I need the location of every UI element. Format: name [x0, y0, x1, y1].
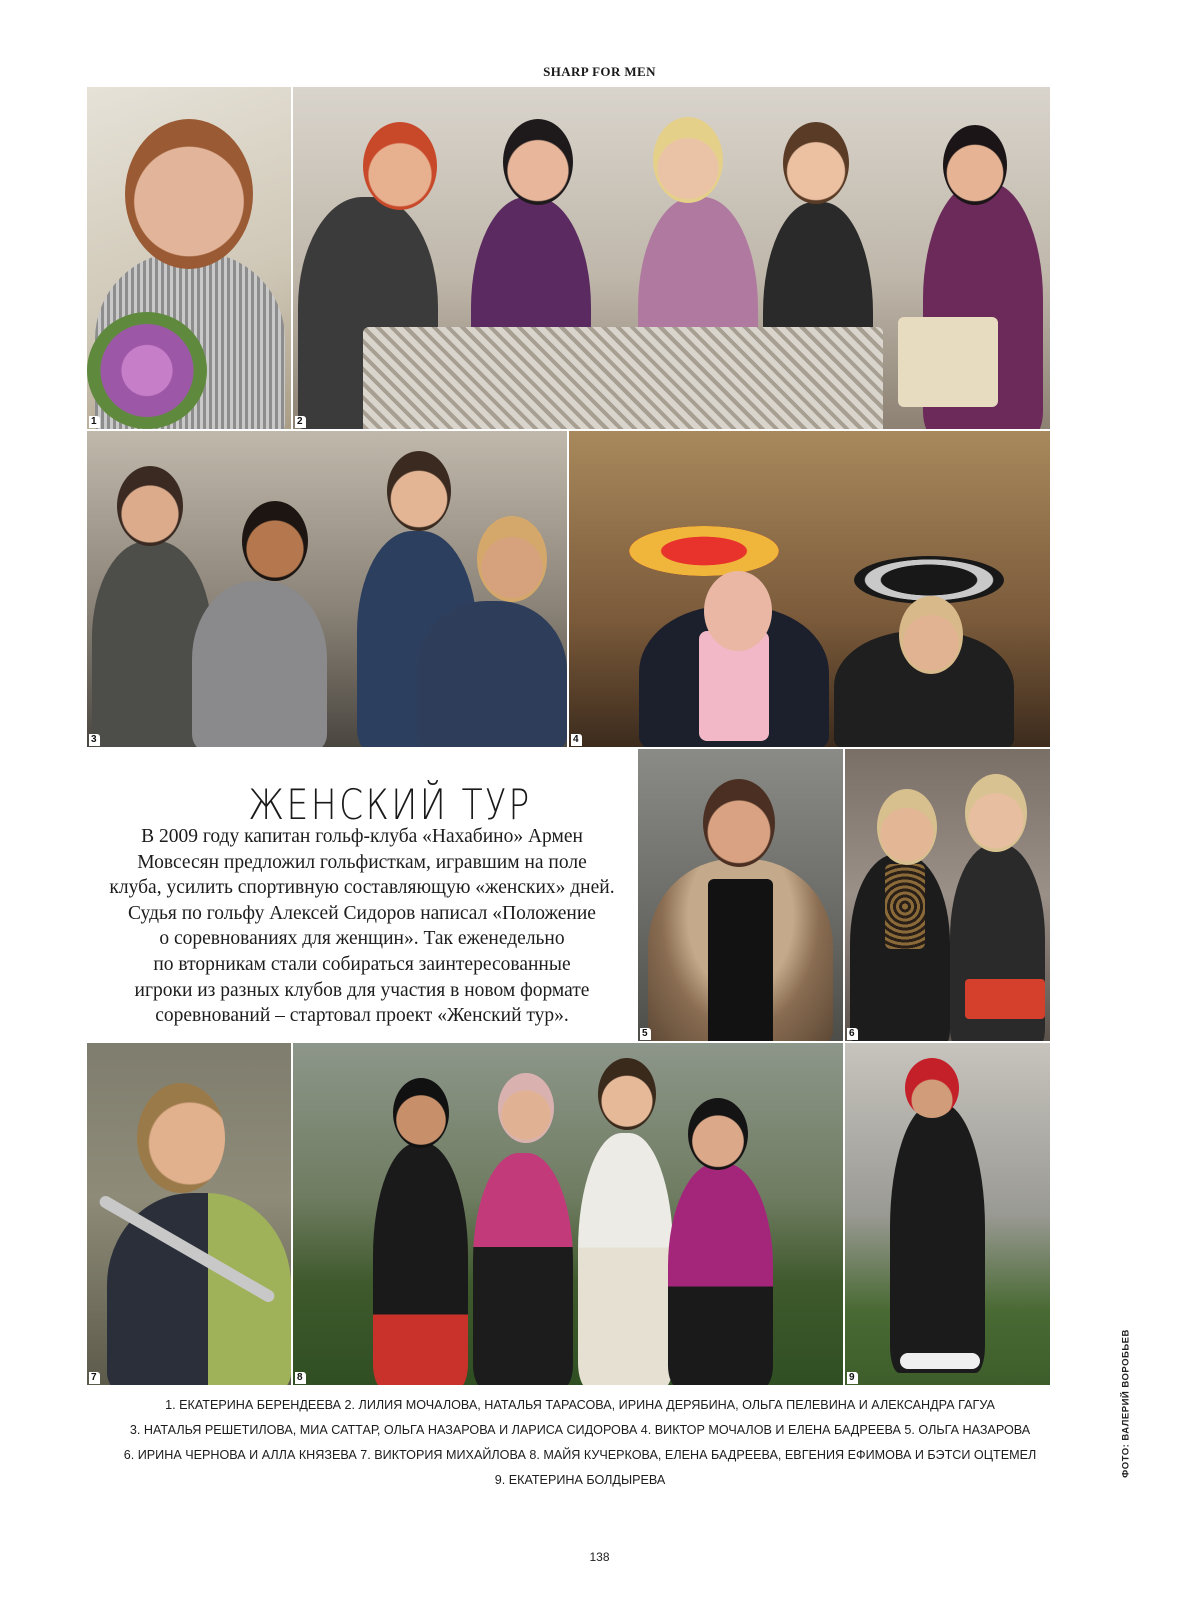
photo-credit [1119, 1330, 1133, 1480]
caption-line: 1. ЕКАТЕРИНА БЕРЕНДЕЕВА 2. ЛИЛИЯ МОЧАЛОВА, НАТАЛЬЯ ТАРАСОВА, ИРИНА ДЕРЯБИНА, ОЛЬГА ПЕЛЕВИНА И АЛЕКСАНДРА ГАГУА [165, 1398, 995, 1412]
caption-line: 6. ИРИНА ЧЕРНОВА И АЛЛА КНЯЗЕВА 7. ВИКТОРИЯ МИХАЙЛОВА 8. МАЙЯ КУЧЕРКОВА, ЕЛЕНА БАДРЕЕВА, ЕВГЕНИЯ ЕФИМОВА И БЭТСИ ОЦТЕМЕЛ [123, 1448, 1037, 1462]
article-line: по вторникам стали собираться заинтересованные [153, 953, 571, 975]
photo-7 [87, 1043, 291, 1385]
article-line: игроки из разных клубов для участия в новом формате [134, 979, 590, 1001]
photo-captions [60, 1393, 1100, 1493]
photo-credit-text: ФОТО: ВАЛЕРИЙ ВОРОБЬЕВ [1120, 1329, 1132, 1478]
article-line: В 2009 году капитан гольф-клуба «Нахабино» Армен [141, 826, 583, 847]
photo-number: 1 [89, 416, 100, 428]
photo-number: 4 [571, 734, 582, 746]
photo-5 [638, 749, 843, 1041]
photo-1 [87, 87, 291, 429]
article-line: Мовсесян предложил гольфисткам, игравшим на поле [137, 851, 587, 873]
photo-number: 7 [89, 1372, 100, 1384]
article-line: соревнований – стартовал проект «Женский тур». [155, 1005, 569, 1027]
caption-line: 3. НАТАЛЬЯ РЕШЕТИЛОВА, МИА САТТАР, ОЛЬГА НАЗАРОВА И ЛАРИСА СИДОРОВА 4. ВИКТОР МОЧАЛОВ И ЕЛЕНА БАДРЕЕВА 5. ОЛЬГА НАЗАРОВА [129, 1423, 1031, 1437]
photo-6 [845, 749, 1050, 1041]
article-line: клуба, усилить спортивную составляющую «женских» дней. [109, 877, 615, 899]
photo-9 [845, 1043, 1050, 1385]
article-body [92, 824, 632, 1029]
article-title: ЖЕНСКИЙ ТУР [248, 780, 532, 829]
photo-number: 2 [295, 416, 306, 428]
photo-2 [293, 87, 1050, 429]
article-line: Судья по гольфу Алексей Сидоров написал «Положение [128, 902, 596, 924]
photo-number: 3 [89, 734, 100, 746]
photo-number: 5 [640, 1028, 651, 1040]
photo-number: 9 [847, 1372, 858, 1384]
photo-3 [87, 431, 567, 747]
photo-number: 6 [847, 1028, 858, 1040]
article-line: о соревнованиях для женщин». Так еженедельно [159, 928, 565, 950]
photo-number: 8 [295, 1372, 306, 1384]
page-number: 138 [589, 1550, 610, 1564]
photo-4 [569, 431, 1050, 747]
photo-8 [293, 1043, 843, 1385]
magazine-header: SHARP FOR MEN [543, 64, 656, 79]
caption-line: 9. ЕКАТЕРИНА БОЛДЫРЕВА [494, 1473, 666, 1487]
